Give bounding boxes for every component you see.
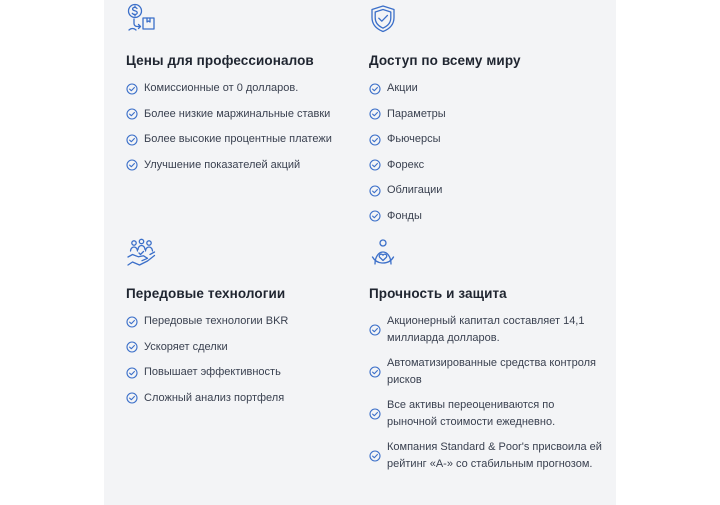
list-item: Улучшение показателей акций	[126, 157, 366, 174]
check-circle-icon	[126, 83, 138, 95]
team-hand-icon	[126, 237, 160, 273]
feature-pricing	[126, 0, 366, 182]
shield-check-icon	[369, 2, 403, 38]
list-item: Сложный анализ портфеля	[126, 390, 366, 407]
feature-title: Доступ по всему миру	[369, 53, 521, 68]
feature-list	[369, 80, 609, 225]
check-circle-icon	[126, 108, 138, 120]
list-item: Все активы переоцениваются по рыночной стоимости ежедневно.	[369, 397, 609, 431]
list-item: Компания Standard & Poor's присвоила ей рейтинг «A-» со стабильным прогнозом.	[369, 439, 609, 473]
check-circle-icon	[369, 408, 381, 420]
list-item: Фонды	[369, 208, 609, 225]
feature-title: Передовые технологии	[126, 286, 286, 301]
check-circle-icon	[369, 185, 381, 197]
check-circle-icon	[126, 134, 138, 146]
list-item: Более высокие процентные платежи	[126, 131, 366, 148]
feature-list	[126, 313, 366, 407]
list-item: Комиссионные от 0 долларов.	[126, 80, 366, 97]
feature-technology	[126, 237, 366, 415]
check-circle-icon	[369, 324, 381, 336]
feature-list	[369, 313, 609, 473]
list-item: Форекс	[369, 157, 609, 174]
list-item: Автоматизированные средства контроля рисков	[369, 355, 609, 389]
check-circle-icon	[369, 159, 381, 171]
check-circle-icon	[126, 159, 138, 171]
list-item: Повышает эффективность	[126, 364, 366, 381]
check-circle-icon	[369, 450, 381, 462]
feature-title: Цены для профессионалов	[126, 53, 314, 68]
check-circle-icon	[126, 367, 138, 379]
list-item: Акционерный капитал составляет 14,1 миллиарда долларов.	[369, 313, 609, 347]
feature-safety	[369, 237, 609, 481]
check-circle-icon	[369, 134, 381, 146]
feature-global-access	[369, 0, 609, 233]
check-circle-icon	[369, 108, 381, 120]
list-item: Передовые технологии BKR	[126, 313, 366, 330]
feature-list	[126, 80, 366, 174]
person-heart-icon	[369, 237, 403, 273]
list-item: Более низкие маржинальные ставки	[126, 106, 366, 123]
list-item: Облигации	[369, 182, 609, 199]
list-item: Параметры	[369, 106, 609, 123]
list-item: Акции	[369, 80, 609, 97]
check-circle-icon	[369, 83, 381, 95]
list-item: Ускоряет сделки	[126, 339, 366, 356]
feature-title: Прочность и защита	[369, 286, 507, 301]
list-item: Фьючерсы	[369, 131, 609, 148]
check-circle-icon	[369, 210, 381, 222]
check-circle-icon	[126, 392, 138, 404]
check-circle-icon	[369, 366, 381, 378]
check-circle-icon	[126, 316, 138, 328]
check-circle-icon	[126, 341, 138, 353]
dollar-box-icon	[126, 2, 160, 38]
